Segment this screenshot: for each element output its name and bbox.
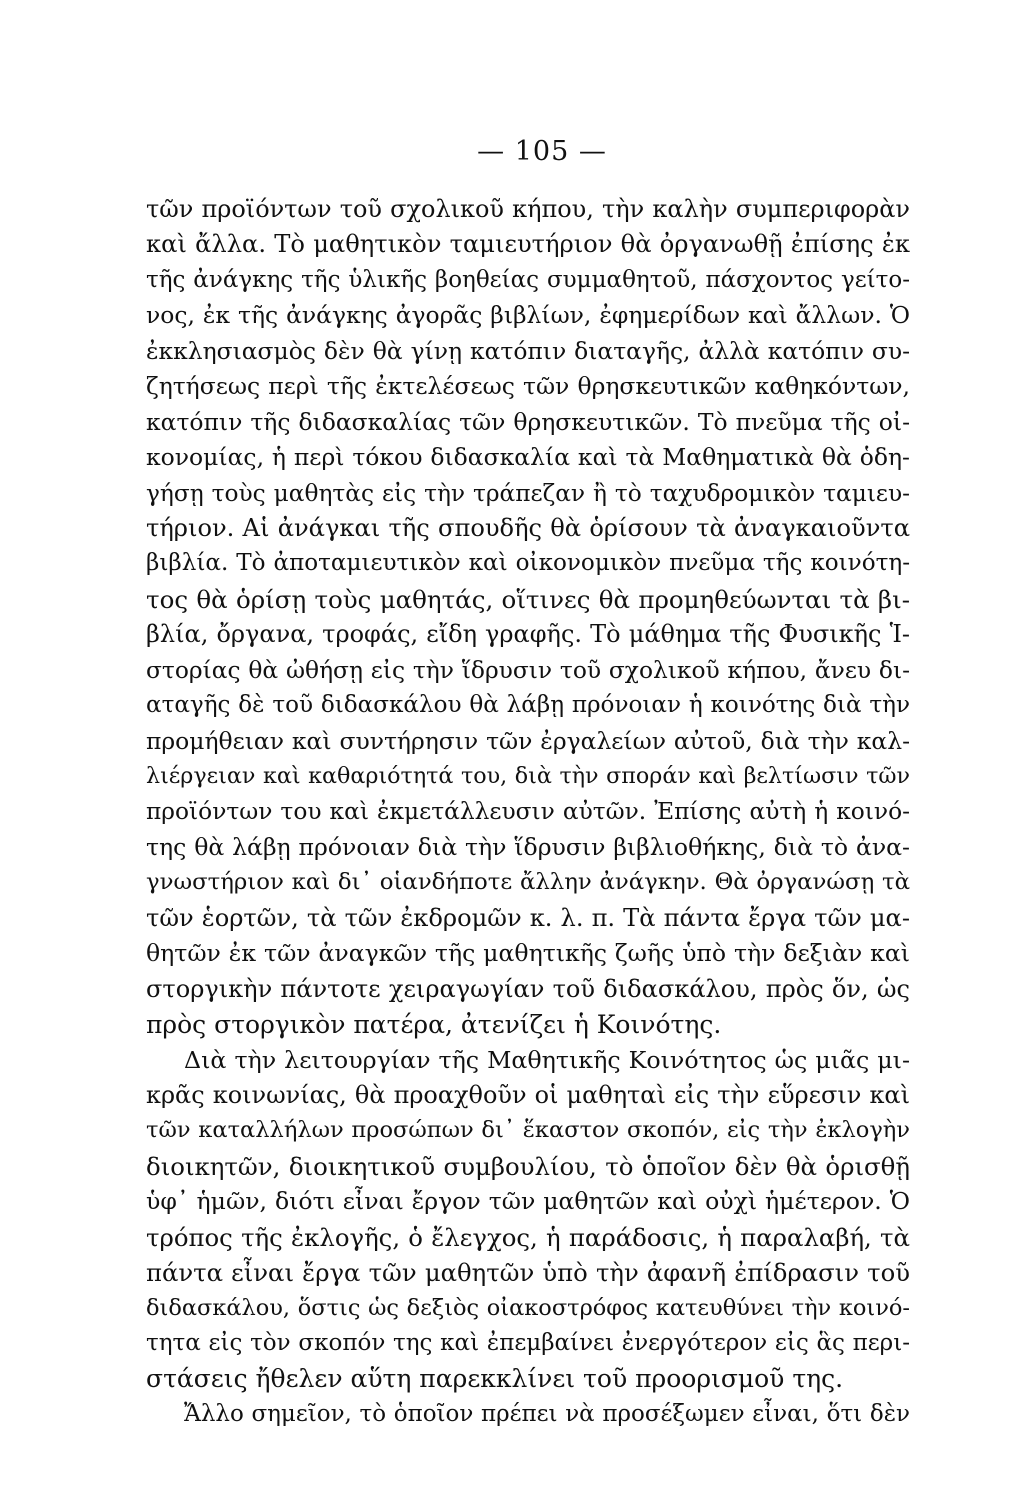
text-line: θητῶν ἐκ τῶν ἀναγκῶν τῆς μαθητικῆς ζωῆς ὑπὸ τὴν δεξιὰν καὶ (146, 939, 910, 968)
text-line: προμήθειαν καὶ συντήρησιν τῶν ἐργαλείων αὐτοῦ, διὰ τὴν καλ- (146, 726, 910, 755)
text-line: διδασκάλου, ὅστις ὡς δεξιὸς οἰακοστρόφος κατευθύνει τὴν κοινό- (146, 1294, 910, 1321)
text-line: γνωστήριον καὶ δι᾿ οἱανδήποτε ἄλλην ἀνάγκην. Θὰ ὀργανώσῃ τὰ (146, 869, 910, 896)
text-line: κρᾶς κοινωνίας, θὰ προαχθοῦν οἱ μαθηταὶ εἰς τὴν εὕρεσιν καὶ (146, 1080, 910, 1109)
text-line: λιέργειαν καὶ καθαριότητά του, διὰ τὴν σποράν καὶ βελτίωσιν τῶν (146, 763, 910, 789)
body-text (146, 192, 910, 1432)
paragraph-start-line: Διὰ τὴν λειτουργίαν τῆς Μαθητικῆς Κοινότητος ὡς μιᾶς μι- (184, 1045, 910, 1074)
text-line: τος θὰ ὁρίσῃ τοὺς μαθητάς, οἵτινες θὰ προμηθεύωνται τὰ βι- (146, 584, 910, 614)
text-line: τρόπος τῆς ἐκλογῆς, ὁ ἔλεγχος, ἡ παράδοσις, ἡ παραλαβή, τὰ (146, 1222, 910, 1252)
text-line: τῶν ἑορτῶν, τὰ τῶν ἐκδρομῶν κ. λ. π. Τὰ πάντα ἔργα τῶν μα- (146, 903, 910, 932)
text-line: τῶν προϊόντων τοῦ σχολικοῦ κήπου, τὴν καλὴν συμπεριφορὰν (146, 195, 910, 223)
text-line: κατόπιν τῆς διδασκαλίας τῶν θρησκευτικῶν. Τὸ πνεῦμα τῆς οἰ- (146, 407, 910, 436)
text-line: βιβλία. Τὸ ἀποταμιευτικὸν καὶ οἰκονομικὸν πνεῦμα τῆς κοινότη- (146, 550, 910, 577)
text-line: αταγῆς δὲ τοῦ διδασκάλου θὰ λάβῃ πρόνοιαν ἡ κοινότης διὰ τὴν (146, 692, 910, 719)
text-line: στάσεις ἤθελεν αὕτη παρεκκλίνει τοῦ προορισμοῦ της. (146, 1364, 844, 1394)
text-line: ἐκκλησιασμὸς δὲν θὰ γίνῃ κατόπιν διαταγῆς, ἀλλὰ κατόπιν συ- (146, 336, 910, 365)
text-line: κονομίας, ἡ περὶ τόκου διδασκαλία καὶ τὰ Μαθηματικὰ θὰ ὁδη- (146, 443, 910, 472)
text-line: διοικητῶν, διοικητικοῦ συμβουλίου, τὸ ὁποῖον δὲν θὰ ὁρισθῇ (146, 1151, 910, 1181)
text-line: βλία, ὄργανα, τροφάς, εἴδη γραφῆς. Τὸ μάθημα τῆς Φυσικῆς Ἱ- (146, 620, 910, 649)
text-line: στορίας θὰ ὠθήσῃ εἰς τὴν ἵδρυσιν τοῦ σχολικοῦ κήπου, ἄνευ δι- (146, 655, 910, 684)
text-line: ζητήσεως περὶ τῆς ἐκτελέσεως τῶν θρησκευτικῶν καθηκόντων, (146, 372, 910, 401)
text-line: καὶ ἄλλα. Τὸ μαθητικὸν ταμιευτήριον θὰ ὀργανωθῇ ἐπίσης ἐκ (146, 230, 910, 259)
text-line: ὑφ᾿ ἡμῶν, διότι εἶναι ἔργον τῶν μαθητῶν καὶ οὐχὶ ἡμέτερον. Ὁ (146, 1187, 910, 1216)
text-line: τῶν καταλλήλων προσώπων δι᾿ ἕκαστον σκοπόν, εἰς τὴν ἐκλογὴν (146, 1117, 910, 1144)
page-number: — 105 — (477, 136, 607, 167)
text-line: στοργικὴν πάντοτε χειραγωγίαν τοῦ διδασκάλου, πρὸς ὅν, ὡς (146, 974, 910, 1003)
text-line: τῆς ἀνάγκης τῆς ὑλικῆς βοηθείας συμμαθητοῦ, πάσχοντος γείτο- (146, 266, 910, 293)
text-line: νος, ἐκ τῆς ἀνάγκης ἀγορᾶς βιβλίων, ἐφημερίδων καὶ ἄλλων. Ὁ (146, 301, 910, 330)
text-line: πάντα εἶναι ἔργα τῶν μαθητῶν ὑπὸ τὴν ἀφανῆ ἐπίδρασιν τοῦ (146, 1258, 910, 1288)
text-line: προϊόντων του καὶ ἐκμετάλλευσιν αὐτῶν. Ἐπίσης αὐτὴ ἡ κοινό- (146, 798, 910, 826)
text-line: γήσῃ τοὺς μαθητὰς εἰς τὴν τράπεζαν ἢ τὸ ταχυδρομικὸν ταμιευ- (146, 479, 910, 507)
text-line: πρὸς στοργικὸν πατέρα, ἀτενίζει ἡ Κοινότης. (146, 1010, 722, 1040)
text-line: της θὰ λάβῃ πρόνοιαν διὰ τὴν ἵδρυσιν βιβλιοθήκης, διὰ τὸ ἀνα- (146, 832, 910, 861)
text-line: τητα εἰς τὸν σκοπόν της καὶ ἐπεμβαίνει ἐνεργότερον εἰς ἃς περι- (146, 1330, 910, 1356)
text-line: τήριον. Αἱ ἀνάγκαι τῆς σπουδῆς θὰ ὁρίσουν τὰ ἀναγκαιοῦντα (146, 513, 910, 542)
paragraph-start-line: Ἄλλο σημεῖον, τὸ ὁποῖον πρέπει νὰ προσέξωμεν εἶναι, ὅτι δὲν (184, 1400, 910, 1427)
